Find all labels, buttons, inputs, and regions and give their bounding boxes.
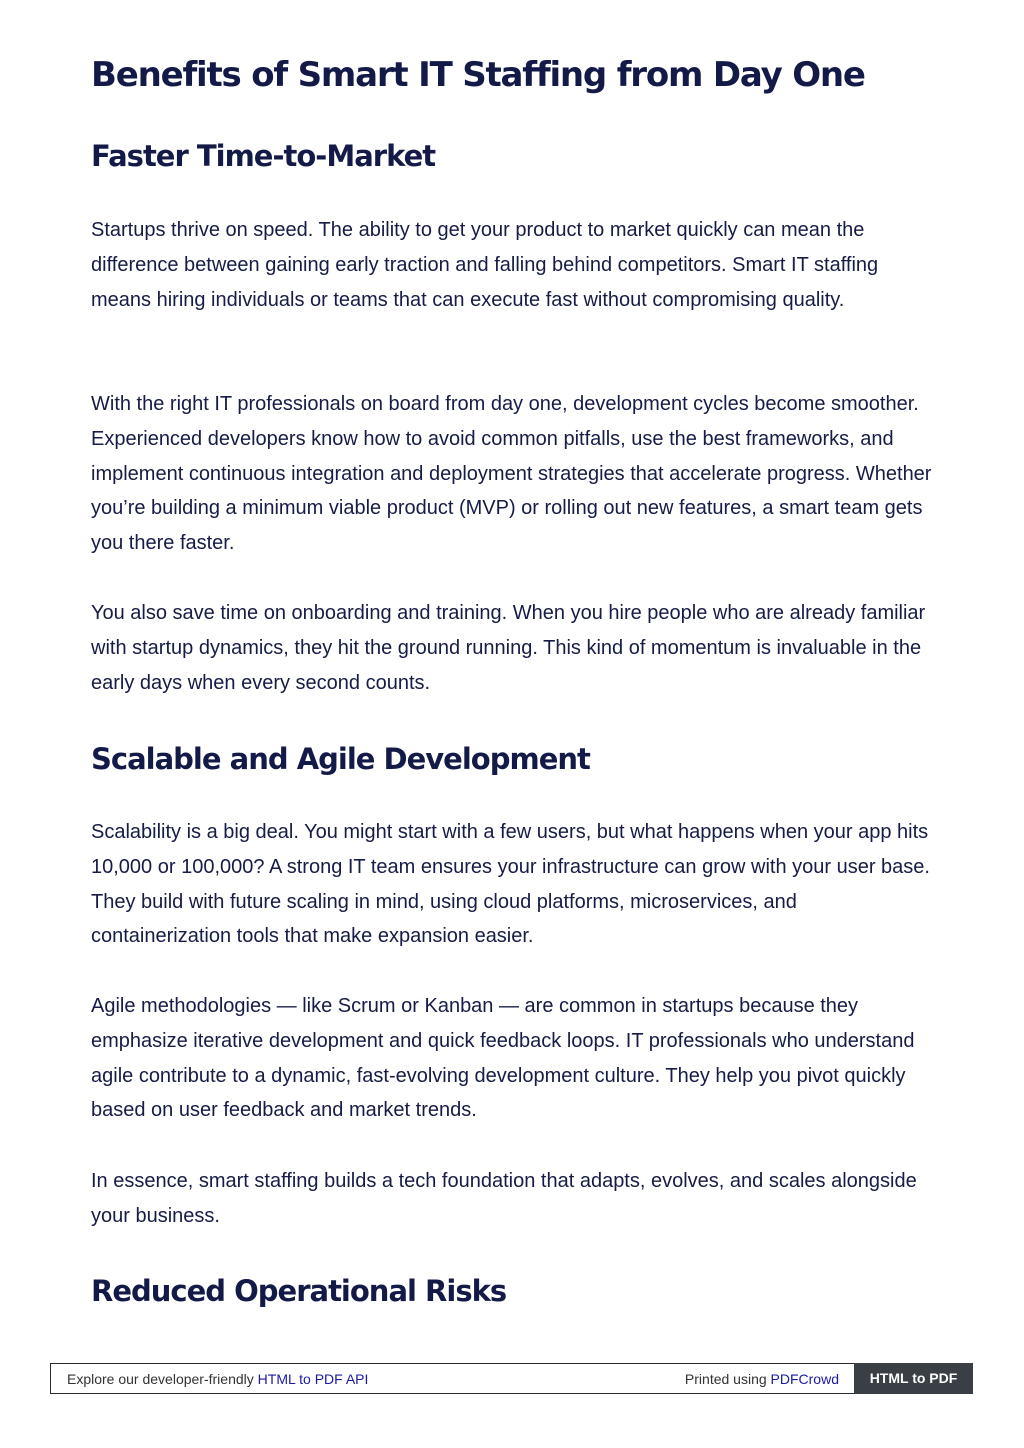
pdf-footer-bar [50,1363,973,1394]
footer-printed-text: Printed using [684,1371,771,1387]
page-title: Benefits of Smart IT Staffing from Day One [91,55,865,95]
html-to-pdf-api-link[interactable]: HTML to PDF API [257,1371,369,1387]
section-heading-faster-time-to-market: Faster Time-to-Market [91,139,436,173]
footer-printed [685,1364,839,1394]
section-heading-scalable-agile-development: Scalable and Agile Development [91,742,590,776]
pdfcrowd-link[interactable]: PDFCrowd [770,1371,839,1387]
footer-explore-text: Explore our developer-friendly [67,1371,258,1387]
paragraph: With the right IT professionals on board from day one, development cycles become smoother. Experienced developers know how to avoid common pitfalls, use the best frameworks, and implement continuous integration and deployment strategies that accelerate progress. Whether you’re building a minimum viable product (MVP) or rolling out new features, a smart team gets you there faster. [91,393,932,555]
paragraph: Startups thrive on speed. The ability to get your product to market quickly can mean the difference between gaining early traction and falling behind competitors. Smart IT staffing means hiring individuals or teams that can execute fast without compromising quality. [91,219,879,311]
paragraph: In essence, smart staffing builds a tech foundation that adapts, evolves, and scales alongside your business. [91,1170,917,1227]
paragraph: You also save time on onboarding and training. When you hire people who are already familiar with startup dynamics, they hit the ground running. This kind of momentum is invaluable in the early days when every second counts. [91,602,926,694]
section-heading-reduced-operational-risks: Reduced Operational Risks [91,1274,507,1308]
footer-explore [67,1364,368,1394]
html-to-pdf-badge[interactable]: HTML to PDF [854,1363,973,1394]
paragraph: Agile methodologies — like Scrum or Kanban — are common in startups because they emphasize iterative development and quick feedback loops. IT professionals who understand agile contribute to a dynamic, fast-evolving development culture. They help you pivot quickly based on user feedback and market trends. [91,995,915,1122]
paragraph: Scalability is a big deal. You might start with a few users, but what happens when your app hits 10,000 or 100,000? A strong IT team ensures your infrastructure can grow with your user base. They build with future scaling in mind, using cloud platforms, microservices, and containerization tools that make expansion easier. [91,821,930,948]
